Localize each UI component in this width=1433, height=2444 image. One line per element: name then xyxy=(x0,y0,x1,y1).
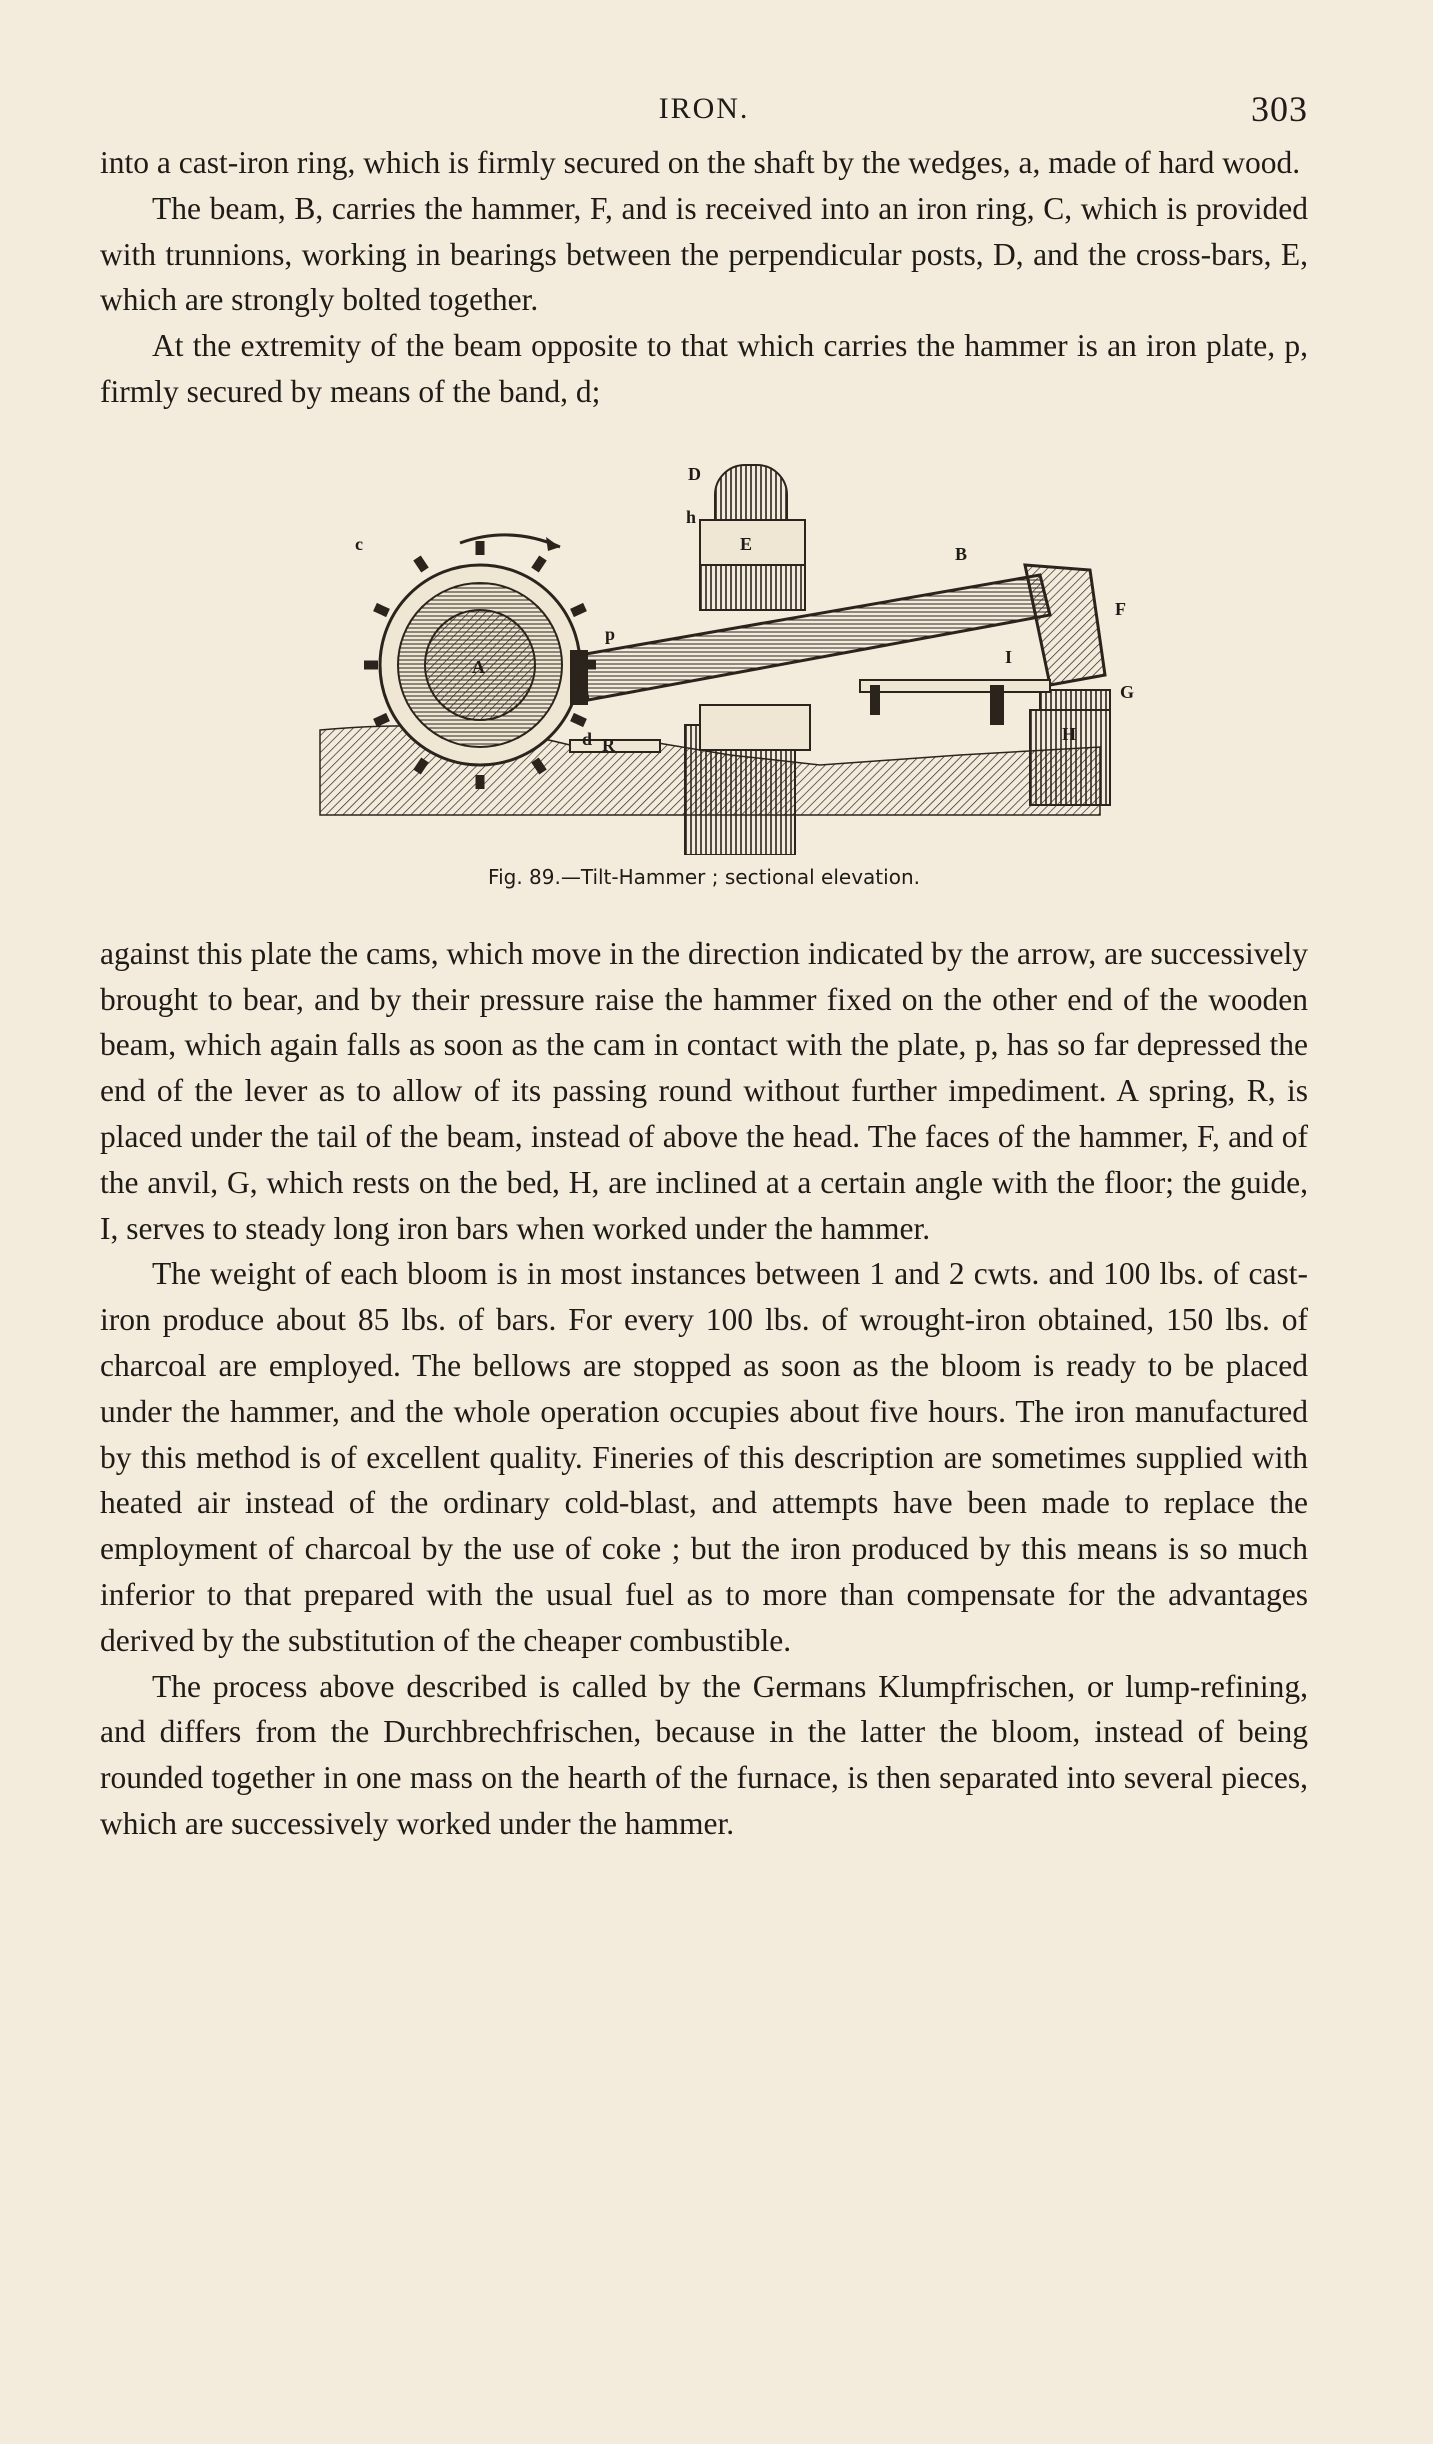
label-A: A xyxy=(472,656,485,677)
label-H: H xyxy=(1062,723,1077,744)
direction-arrow xyxy=(460,535,560,547)
tilt-hammer-illustration xyxy=(210,455,1210,855)
figure-tilt-hammer xyxy=(100,455,1308,925)
label-F: F xyxy=(1115,598,1126,619)
body-text-continued xyxy=(100,931,1308,1847)
label-d: d xyxy=(582,728,593,749)
paragraph-1: into a cast-iron ring, which is firmly secured on the shaft by the wedges, a, made of hard wood. xyxy=(100,145,1301,180)
label-D: D xyxy=(688,463,701,484)
label-B: B xyxy=(955,543,968,564)
running-header xyxy=(100,88,1308,140)
label-R: R xyxy=(602,734,615,755)
label-E: E xyxy=(740,533,753,554)
figure-caption: Fig. 89.—Tilt-Hammer ; sectional elevation. xyxy=(488,864,920,889)
page-number: 303 xyxy=(1251,89,1308,129)
paragraph-2: The beam, B, carries the hammer, F, and is received into an iron ring, C, which is provided with trunnions, working in bearings between the perpendicular posts, D, and the cross-bars, E, which are strongly bolted together. xyxy=(100,190,1308,318)
label-c: c xyxy=(355,533,363,554)
book-page xyxy=(100,88,1308,1847)
paragraph-4: against this plate the cams, which move in the direction indicated by the arrow, are successively brought to bear, and by their pressure raise the hammer fixed on the other end of the wooden beam, which again falls as soon as the cam in contact with the plate, p, has so far depressed the end of the lever as to allow of its passing round without further impediment. A spring, R, is placed under the tail of the beam, instead of above the head. The faces of the hammer, F, and of the anvil, G, which rests on the bed, H, are inclined at a certain angle with the floor; the guide, I, serves to steady long iron bars when worked under the hammer. xyxy=(100,935,1308,1246)
label-G: G xyxy=(1120,681,1135,702)
paragraph-5: The weight of each bloom is in most instances between 1 and 2 cwts. and 100 lbs. of cast-iron produce about 85 lbs. of bars. For every 100 lbs. of wrought-iron obtained, 150 lbs. of charcoal are employed. The bellows are stopped as soon as the bloom is ready to be placed under the hammer, and the whole operation occupies about five hours. The iron manufactured by this method is of excellent quality. Fineries of this description are sometimes supplied with heated air instead of the ordinary cold-blast, and attempts have been made to replace the employment of charcoal by the use of coke ; but the iron produced by this means is so much inferior to that prepared with the usual fuel as to more than compensate for the advantages derived by the substitution of the cheaper combustible. xyxy=(100,1256,1308,1658)
running-title: IRON. xyxy=(658,92,750,125)
label-p: p xyxy=(605,623,616,644)
hammer-head xyxy=(1025,565,1105,685)
paragraph-6: The process above described is called by the Germans Klumpfrischen, or lump-refining, and differs from the Durchbrechfrischen, because in the latter the bloom, instead of being rounded together in one mass on the hearth of the furnace, is then separated into several pieces, which are successively worked under the hammer. xyxy=(100,1668,1308,1841)
label-I: I xyxy=(1005,646,1013,667)
label-h: h xyxy=(686,506,697,527)
guide xyxy=(860,680,1050,692)
paragraph-3: At the extremity of the beam opposite to that which carries the hammer is an iron plate, p, firmly secured by means of the band, d; xyxy=(100,328,1308,409)
iron-plate xyxy=(570,650,588,705)
